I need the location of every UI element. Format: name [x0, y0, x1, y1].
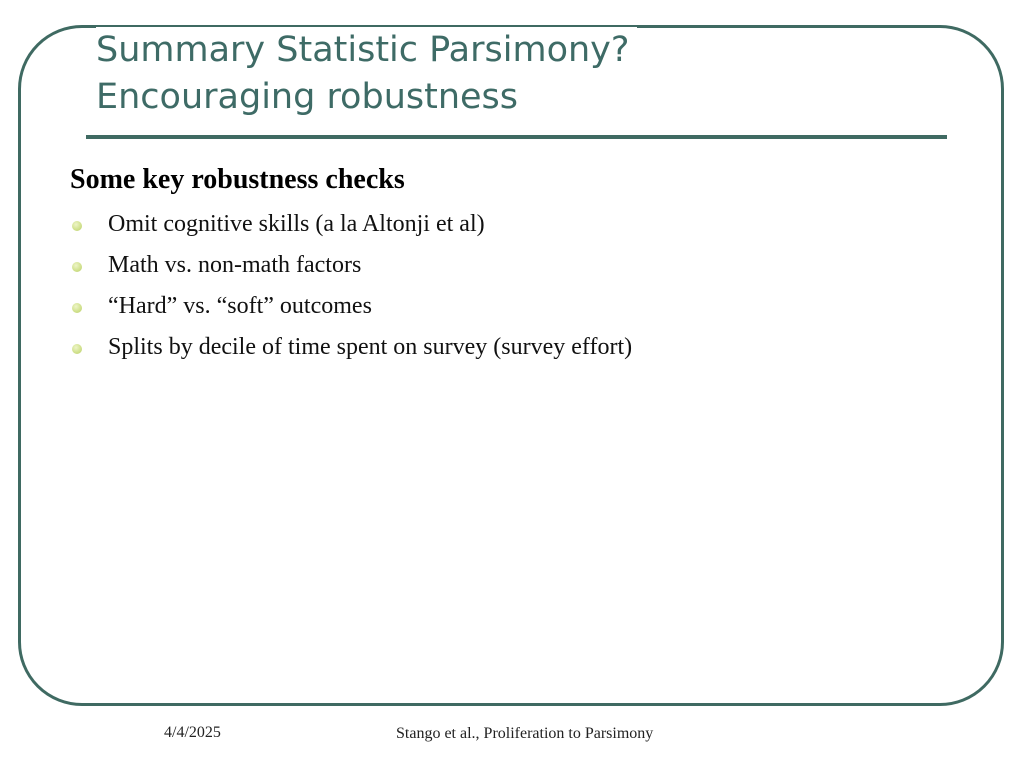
footer-credit: Stango et al., Proliferation to Parsimony [396, 725, 654, 742]
round-bullet-icon [72, 262, 82, 272]
slide-title-line-1: Summary Statistic Parsimony? [96, 30, 630, 70]
round-bullet-icon [72, 344, 82, 354]
round-bullet-icon [72, 221, 82, 231]
slide-title [96, 27, 637, 121]
footer-date: 4/4/2025 [164, 724, 221, 741]
round-bullet-icon [72, 303, 82, 313]
bullet-text: Math vs. non-math factors [108, 252, 362, 278]
section-heading: Some key robustness checks [70, 164, 405, 195]
title-divider [86, 135, 947, 139]
bullet-text: Omit cognitive skills (a la Altonji et al) [108, 211, 485, 237]
bullet-text: Splits by decile of time spent on survey (survey effort) [108, 334, 633, 360]
slide-title-line-2: Encouraging robustness [96, 77, 519, 117]
bullet-text: “Hard” vs. “soft” outcomes [108, 293, 372, 319]
